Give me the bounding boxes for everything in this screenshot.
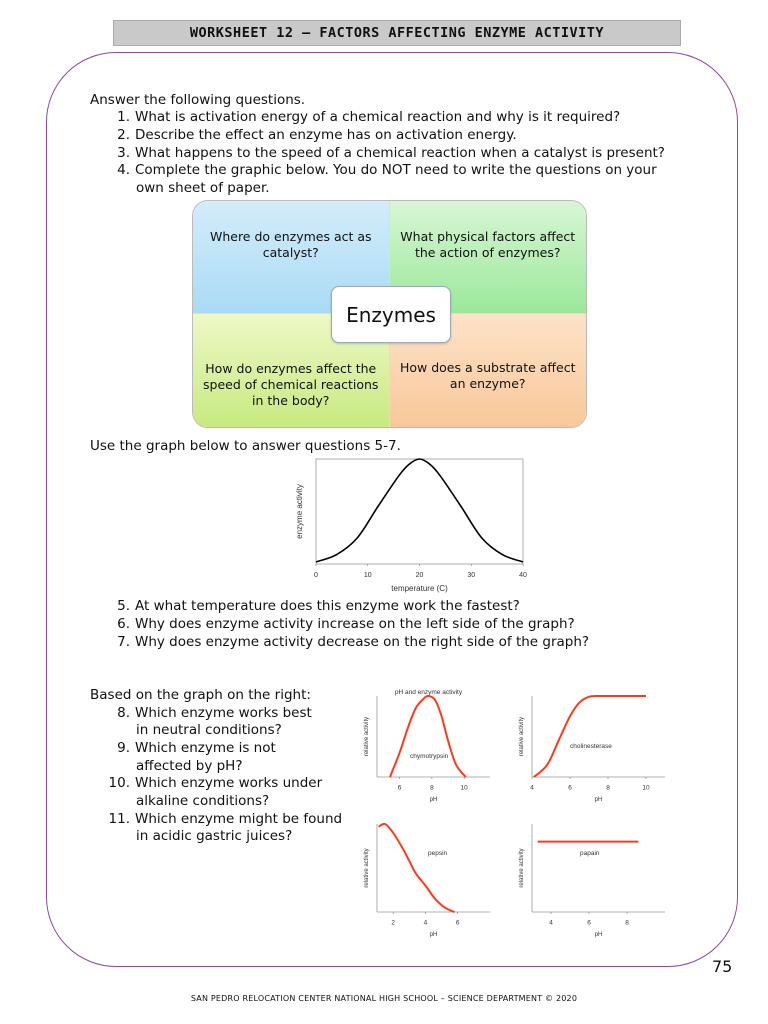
question-text: Which enzyme might be found	[135, 811, 343, 827]
x-tick-label: 6	[587, 919, 591, 927]
temperature-chart	[290, 455, 540, 597]
question-5	[108, 597, 520, 615]
question-6	[108, 615, 575, 633]
series-label: chymotrypsin	[410, 753, 449, 760]
x-tick-label: 10	[460, 784, 468, 792]
x-tick-label: 4	[423, 919, 428, 927]
organizer-line: the action of enzymes?	[414, 245, 561, 260]
series-line	[534, 696, 646, 777]
page-number: 75	[712, 957, 733, 976]
x-tick-label: 8	[430, 784, 434, 792]
y-axis-label: relative activity	[364, 848, 370, 888]
question-number: 5.	[117, 598, 130, 614]
series-label: papain	[580, 850, 600, 857]
question-text: Which enzyme works best	[135, 705, 312, 721]
organizer-line: How does a substrate affect	[399, 359, 576, 375]
x-tick-label: 8	[625, 919, 629, 927]
worksheet-title: WORKSHEET 12 – FACTORS AFFECTING ENZYME ACTIVITY	[113, 20, 681, 46]
y-axis-label: relative activity	[519, 848, 525, 888]
question-number: 7.	[117, 634, 130, 650]
question-number: 2.	[117, 127, 130, 143]
ph-intro: Based on the graph on the right:	[90, 687, 311, 703]
question-text: Why does enzyme activity increase on the left side of the graph?	[135, 616, 575, 632]
question-1	[108, 108, 620, 126]
x-tick-label: 6	[568, 784, 572, 792]
question-4-continued: own sheet of paper.	[136, 180, 270, 196]
chart-title: pH and enzyme activity	[394, 689, 463, 696]
question-text: What is activation energy of a chemical reaction and why is it required?	[135, 109, 621, 125]
x-axis-label: pH	[594, 797, 603, 803]
question-9	[108, 739, 276, 757]
question-text: Why does enzyme activity decrease on the right side of the graph?	[135, 634, 590, 650]
organizer-line: in the body?	[252, 393, 330, 408]
question-4	[108, 161, 657, 179]
x-tick-label: 6	[455, 919, 460, 927]
x-tick-label: 40	[519, 572, 527, 579]
x-tick-label: 4	[530, 784, 534, 792]
series-line	[316, 459, 523, 562]
series-line	[390, 696, 466, 777]
x-tick-label: 10	[363, 572, 372, 579]
organizer-center: Enzymes	[331, 286, 451, 343]
x-tick-label: 4	[549, 919, 553, 927]
question-number: 11.	[108, 811, 130, 827]
question-text: Which enzyme works under	[135, 775, 323, 791]
x-tick-label: 30	[467, 572, 476, 579]
x-tick-label: 10	[642, 784, 650, 792]
y-axis-label: relative activity	[364, 716, 370, 757]
organizer-line: Where do enzymes act as	[209, 229, 372, 244]
question-text: Describe the effect an enzyme has on activation energy.	[135, 127, 517, 143]
organizer-line: What physical factors affect	[400, 229, 576, 244]
organizer-line: speed of chemical reactions	[203, 377, 379, 392]
organizer-line: catalyst?	[262, 245, 319, 260]
question-8	[108, 704, 312, 722]
x-tick-label: 6	[397, 784, 402, 792]
question-11	[108, 810, 342, 828]
question-10	[108, 774, 322, 792]
y-axis-label: enzyme activity	[295, 484, 304, 539]
x-tick-label: 0	[314, 572, 318, 579]
graph-intro: Use the graph below to answer questions 5-7.	[90, 438, 401, 454]
question-7	[108, 633, 589, 651]
chymotrypsin-chart	[360, 683, 495, 805]
x-axis-label: pH	[594, 932, 603, 938]
question-number: 6.	[117, 616, 130, 632]
x-axis-label: pH	[429, 932, 438, 938]
x-tick-label: 20	[415, 572, 424, 579]
question-8-continued: in neutral conditions?	[136, 722, 282, 738]
question-number: 1.	[117, 109, 130, 125]
question-text: What happens to the speed of a chemical reaction when a catalyst is present?	[135, 145, 665, 161]
x-tick-label: 8	[606, 784, 610, 792]
x-axis-label: temperature (C)	[391, 584, 448, 593]
question-2	[108, 126, 517, 144]
question-11-continued: in acidic gastric juices?	[136, 828, 293, 844]
question-number: 4.	[117, 162, 130, 178]
question-9-continued: affected by pH?	[136, 758, 243, 774]
question-text: At what temperature does this enzyme work the fastest?	[135, 598, 520, 614]
question-text: Complete the graphic below. You do NOT need to write the questions on your	[135, 162, 657, 178]
series-label: pepsin	[428, 850, 448, 857]
cholinesterase-chart	[515, 683, 670, 805]
x-axis-label: pH	[429, 797, 438, 803]
pepsin-chart	[360, 818, 495, 940]
footer: SAN PEDRO RELOCATION CENTER NATIONAL HIGH SCHOOL – SCIENCE DEPARTMENT © 2020	[190, 994, 578, 1003]
question-3	[108, 144, 665, 162]
question-10-continued: alkaline conditions?	[136, 793, 270, 809]
series-line	[379, 824, 455, 912]
series-label: cholinesterase	[570, 743, 612, 750]
x-tick-label: 2	[391, 919, 395, 927]
question-number: 10.	[108, 775, 130, 791]
y-axis-label: relative activity	[519, 716, 525, 757]
organizer-line: an enzyme?	[449, 375, 526, 391]
papain-chart	[515, 818, 670, 940]
intro-text: Answer the following questions.	[90, 92, 306, 108]
organizer-line: How do enzymes affect the	[205, 361, 377, 376]
question-number: 9.	[117, 740, 130, 756]
question-number: 3.	[117, 145, 130, 161]
enzyme-graphic-organizer	[192, 200, 587, 428]
question-text: Which enzyme is not	[135, 740, 276, 756]
question-number: 8.	[117, 705, 130, 721]
